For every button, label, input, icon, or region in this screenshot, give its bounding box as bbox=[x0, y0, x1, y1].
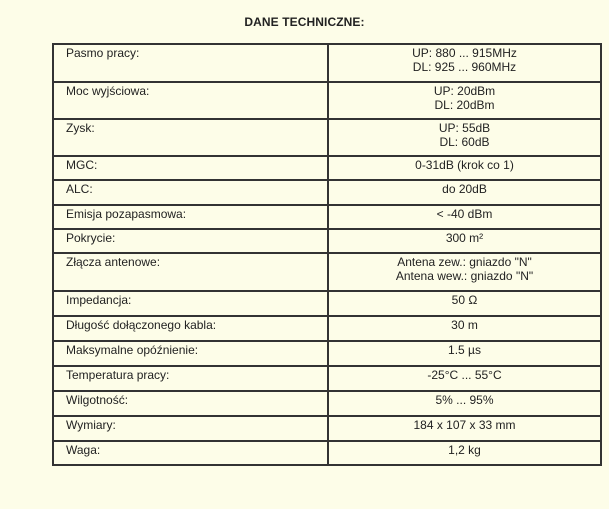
spec-label: Zysk: bbox=[53, 119, 328, 156]
spec-label: Wymiary: bbox=[53, 416, 328, 441]
table-row bbox=[53, 416, 601, 441]
page-title: DANE TECHNICZNE: bbox=[244, 15, 365, 29]
table-row bbox=[53, 205, 601, 229]
spec-value: < -40 dBm bbox=[328, 205, 601, 229]
spec-value: 50 Ω bbox=[328, 291, 601, 316]
spec-value-line: UP: 880 ... 915MHz bbox=[412, 46, 517, 60]
spec-value bbox=[328, 119, 601, 156]
spec-value: -25°C ... 55°C bbox=[328, 366, 601, 391]
spec-value: 30 m bbox=[328, 316, 601, 341]
spec-label: Emisja pozapasmowa: bbox=[53, 205, 328, 229]
spec-value: 1.5 µs bbox=[328, 341, 601, 366]
table-row bbox=[53, 119, 601, 156]
spec-label: Pasmo pracy: bbox=[53, 44, 328, 82]
table-row bbox=[53, 341, 601, 366]
spec-value-line: DL: 20dBm bbox=[434, 97, 495, 112]
spec-value: 300 m² bbox=[328, 229, 601, 253]
spec-label: Waga: bbox=[53, 441, 328, 465]
spec-label: Pokrycie: bbox=[53, 229, 328, 253]
table-row bbox=[53, 291, 601, 316]
spec-label: ALC: bbox=[53, 180, 328, 205]
table-row bbox=[53, 180, 601, 205]
spec-value: 184 x 107 x 33 mm bbox=[328, 416, 601, 441]
spec-value-line: UP: 55dB bbox=[438, 121, 491, 135]
spec-label: Wilgotność: bbox=[53, 391, 328, 416]
spec-value-line: UP: 20dBm bbox=[433, 84, 496, 98]
spec-label: Maksymalne opóźnienie: bbox=[53, 341, 328, 366]
spec-label: Temperatura pracy: bbox=[53, 366, 328, 391]
table-row bbox=[53, 391, 601, 416]
spec-value bbox=[328, 82, 601, 119]
spec-label: Moc wyjściowa: bbox=[53, 82, 328, 119]
spec-label: Długość dołączonego kabla: bbox=[53, 316, 328, 341]
spec-value-line: Antena wew.: gniazdo "N" bbox=[395, 268, 534, 283]
table-row bbox=[53, 441, 601, 465]
table-row bbox=[53, 366, 601, 391]
spec-value: do 20dB bbox=[328, 180, 601, 205]
spec-value-line: Antena zew.: gniazdo "N" bbox=[397, 255, 532, 269]
table-row bbox=[53, 316, 601, 341]
table-row bbox=[53, 44, 601, 82]
table-row bbox=[53, 156, 601, 180]
spec-value-line: DL: 60dB bbox=[439, 134, 490, 149]
specs-table bbox=[52, 43, 602, 466]
table-row bbox=[53, 229, 601, 253]
spec-label: Impedancja: bbox=[53, 291, 328, 316]
table-row bbox=[53, 253, 601, 291]
spec-value bbox=[328, 253, 601, 291]
spec-label: MGC: bbox=[53, 156, 328, 180]
spec-value bbox=[328, 44, 601, 82]
spec-value: 5% ... 95% bbox=[328, 391, 601, 416]
spec-label: Złącza antenowe: bbox=[53, 253, 328, 291]
spec-value: 0-31dB (krok co 1) bbox=[328, 156, 601, 180]
table-row bbox=[53, 82, 601, 119]
spec-value: 1,2 kg bbox=[328, 441, 601, 465]
spec-value-line: DL: 925 ... 960MHz bbox=[412, 59, 517, 74]
